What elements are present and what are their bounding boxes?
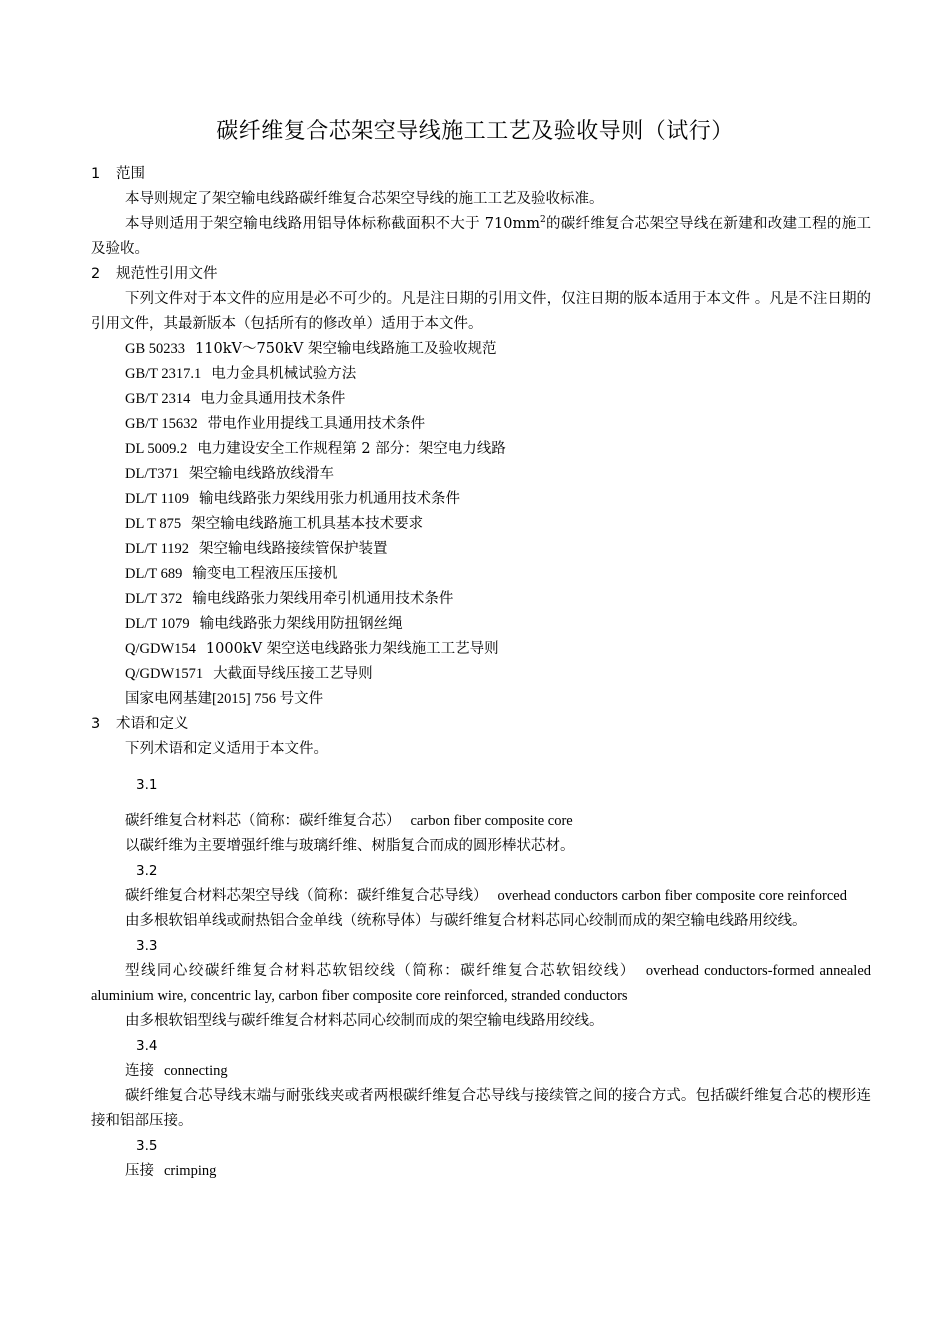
reference-item — [91, 487, 871, 512]
reference-title: 1000kV 架空送电线路张力架线施工工艺导则 — [205, 641, 499, 657]
term-chinese: 压接 — [125, 1163, 154, 1179]
term-definition: 由多根软铝型线与碳纤维复合材料芯同心绞制而成的架空输电线路用绞线。 — [125, 1013, 604, 1029]
reference-code: GB/T 2317.1 — [125, 366, 202, 382]
reference-title: 带电作业用提线工具通用技术条件 — [207, 416, 426, 432]
reference-item — [91, 462, 871, 487]
term-list — [91, 773, 871, 1184]
reference-title: 输变电工程液压压接机 — [192, 566, 338, 582]
reference-item — [91, 612, 871, 637]
reference-item — [91, 512, 871, 537]
reference-code: GB/T 2314 — [125, 391, 191, 407]
term-english: carbon fiber composite core — [410, 813, 573, 829]
reference-item — [91, 362, 871, 387]
paragraph: 本导则规定了架空输电线路碳纤维复合芯架空导线的施工工艺及验收标准。 — [125, 191, 604, 207]
reference-item — [91, 537, 871, 562]
term-number: 3.3 — [136, 938, 158, 954]
term-number: 3.1 — [136, 777, 158, 793]
reference-title: 电力金具通用技术条件 — [200, 391, 346, 407]
term-chinese: 碳纤维复合材料芯（简称：碳纤维复合芯） — [125, 813, 401, 829]
reference-title: 电力建设安全工作规程第 2 部分：架空电力线路 — [197, 441, 506, 457]
reference-code: GB 50233 — [125, 341, 186, 357]
term-chinese: 型线同心绞碳纤维复合材料芯软铝绞线（简称：碳纤维复合芯软铝绞线） — [125, 963, 636, 979]
reference-code: DL 5009.2 — [125, 441, 188, 457]
reference-code: 国家电网基建[2015] 756 号文件 — [125, 691, 324, 707]
reference-item — [91, 337, 871, 362]
reference-title: 输电线路张力架线用防扭钢丝绳 — [199, 616, 403, 632]
reference-code: DL/T 1079 — [125, 616, 190, 632]
reference-title: 大截面导线压接工艺导则 — [213, 666, 373, 682]
section-title: 术语和定义 — [116, 716, 189, 732]
reference-code: DL/T 1192 — [125, 541, 190, 557]
paragraph: 下列术语和定义适用于本文件。 — [125, 741, 328, 757]
paragraph: 下列文件对于本文件的应用是必不可少的。凡是注日期的引用文件，仅注日期的版本适用于本文件 。凡是不注日期的引用文件，其最新版本（包括所有的修改单）适用于本文件。 — [91, 291, 871, 332]
reference-title: 110kV～750kV 架空输电线路施工及验收规范 — [195, 341, 497, 357]
reference-code: DL T 875 — [125, 516, 182, 532]
reference-title: 架空输电线路放线滑车 — [188, 466, 334, 482]
section-number: 2 — [91, 266, 101, 282]
reference-item — [91, 562, 871, 587]
reference-code: GB/T 15632 — [125, 416, 198, 432]
document-body — [91, 162, 871, 1184]
term-chinese: 连接 — [125, 1063, 154, 1079]
section-title: 范围 — [116, 166, 145, 182]
reference-item — [91, 637, 871, 662]
section-title: 规范性引用文件 — [116, 266, 218, 282]
reference-title: 架空输电线路接续管保护装置 — [199, 541, 388, 557]
term-english: overhead conductors-formed annealed aluminium wire, concentric lay, carbon fiber composite core reinforced, stranded conductors — [91, 963, 872, 1004]
reference-code: DL/T371 — [125, 466, 179, 482]
term-number: 3.5 — [136, 1138, 158, 1154]
term-heading — [91, 959, 871, 1009]
reference-code: Q/GDW154 — [125, 641, 196, 657]
reference-code: DL/T 689 — [125, 566, 183, 582]
reference-code: DL/T 1109 — [125, 491, 190, 507]
term-english: overhead conductors carbon fiber composite core reinforced — [497, 888, 847, 904]
section-heading-1 — [91, 162, 871, 187]
paragraph-text: 本导则适用于架空输电线路用铝导体标称截面积不大于 710mm — [125, 216, 540, 232]
reference-item — [91, 662, 871, 687]
section-number: 3 — [91, 716, 101, 732]
section-number: 1 — [91, 166, 101, 182]
reference-list — [91, 337, 871, 712]
term-english: connecting — [164, 1063, 228, 1079]
term-chinese: 碳纤维复合材料芯架空导线（简称：碳纤维复合芯导线） — [125, 888, 488, 904]
term-heading — [91, 1059, 871, 1084]
superscript: 2 — [539, 215, 546, 226]
section-heading-3 — [91, 712, 871, 737]
reference-item — [91, 412, 871, 437]
reference-item — [91, 687, 871, 712]
paragraph-text: 的碳纤维复合芯架空导线在新建和改建工程的施工及验收。 — [91, 216, 871, 257]
reference-title: 输电线路张力架线用张力机通用技术条件 — [199, 491, 461, 507]
reference-code: DL/T 372 — [125, 591, 183, 607]
reference-title: 架空输电线路施工机具基本技术要求 — [191, 516, 424, 532]
term-number: 3.2 — [136, 863, 158, 879]
paragraph — [91, 212, 871, 262]
reference-title: 输电线路张力架线用牵引机通用技术条件 — [192, 591, 454, 607]
reference-item — [91, 587, 871, 612]
term-english: crimping — [164, 1163, 217, 1179]
term-definition: 以碳纤维为主要增强纤维与玻璃纤维、树脂复合而成的圆形棒状芯材。 — [125, 838, 575, 854]
term-definition: 碳纤维复合芯导线末端与耐张线夹或者两根碳纤维复合芯导线与接续管之间的接合方式。包括碳纤维复合芯的楔形连接和铝部压接。 — [91, 1088, 871, 1129]
reference-item — [91, 437, 871, 462]
term-heading — [91, 809, 871, 834]
term-heading — [91, 1159, 871, 1184]
reference-code: Q/GDW1571 — [125, 666, 204, 682]
term-definition: 由多根软铝单线或耐热铝合金单线（统称导体）与碳纤维复合材料芯同心绞制而成的架空输电线路用绞线。 — [125, 913, 807, 929]
term-number: 3.4 — [136, 1038, 158, 1054]
reference-item — [91, 387, 871, 412]
reference-title: 电力金具机械试验方法 — [211, 366, 357, 382]
section-heading-2 — [91, 262, 871, 287]
document-title: 碳纤维复合芯架空导线施工工艺及验收导则（试行） — [216, 119, 734, 144]
term-heading — [91, 884, 871, 909]
